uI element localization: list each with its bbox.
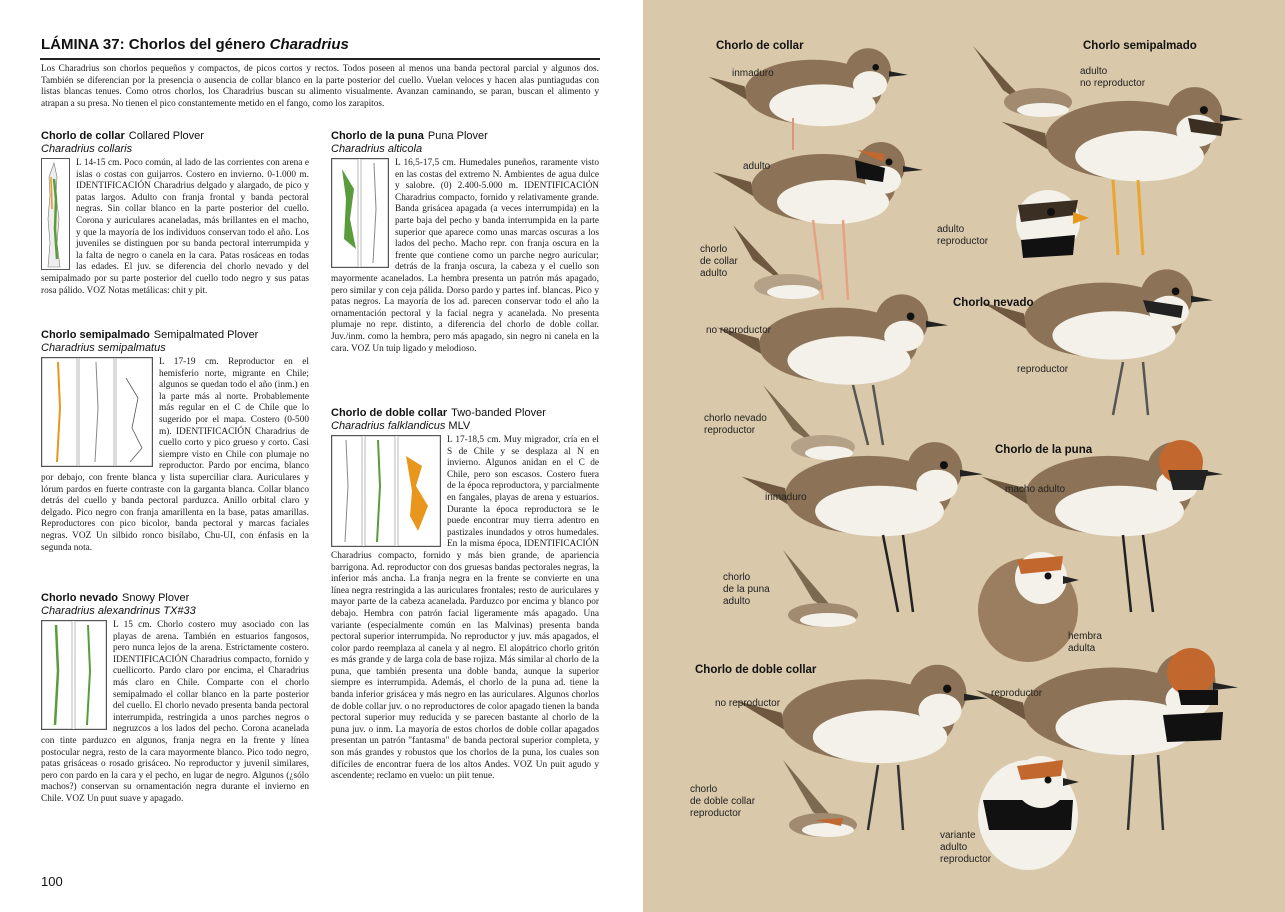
collar-flight-bird xyxy=(733,225,822,299)
label-nevado-nr: no reproductor xyxy=(706,325,772,336)
species-name-en: Two-banded Plover xyxy=(451,407,546,419)
label-puna-hembra: hembra adulta xyxy=(1068,631,1102,654)
puna-inmaduro-bird xyxy=(742,442,984,612)
species-scientific: Charadrius alexandrinus TX#33 xyxy=(41,605,196,617)
group-title-semipalmado: Chorlo semipalmado xyxy=(1083,40,1197,52)
puna-hembra-bird xyxy=(978,552,1079,662)
collar-inmaduro-bird xyxy=(709,48,909,150)
species-account: L 17-19 cm. Reproductor en el hemisferio norte, migrante en Chile; algunos se quedan todo el año (inm.) en la parte más al norte. Probablemente más regular en el C de Chile que lo sugerido por el mapa. Costero (0-500 m). IDENTIFICACIÓN Charadrius de cuello corto y pico grueso y corto. Casi siempre visto en Chile con plumaje no reproductor. Pardo por encima, blanco por debajo, con frente blanca y lista superciliar clara. Auriculares y lórum pardos en fuerte contraste con la garganta blanca. Collar blanco detrás del cuello y banda pectoral parduzca. Anillo orbital claro y delgado. Pico negro con franja amarillenta en la base, patas amarillas. Reproductores con pico bicolor, banda pectoral y marcas faciales negras. VOZ Un silbido ronco bisílabo, Chu-UI, con énfasis en la segunda nota. xyxy=(41,357,309,553)
range-map xyxy=(41,357,153,467)
species-name-es: Chorlo de la puna xyxy=(331,130,424,142)
nevado-flight-bird xyxy=(763,385,855,460)
species-scientific: Charadrius falklandicus xyxy=(331,420,446,432)
semi-nr-flight-bird xyxy=(973,46,1072,117)
range-map xyxy=(41,158,70,270)
species-entry-semipalmado xyxy=(41,329,309,554)
species-name-en: Snowy Plover xyxy=(122,592,190,604)
range-map xyxy=(331,158,389,268)
group-title-puna: Chorlo de la puna xyxy=(995,444,1093,456)
doble-variante-bird xyxy=(978,756,1079,870)
species-scientific: Charadrius alticola xyxy=(331,143,423,155)
doble-nr-bird xyxy=(736,665,988,830)
label-collar-adulto: adulto xyxy=(743,161,771,172)
group-title-collar: Chorlo de collar xyxy=(716,40,804,52)
label-doble-variante: variante adulto reproductor xyxy=(940,830,992,865)
species-scientific: Charadrius semipalmatus xyxy=(41,342,166,354)
plate-illustration xyxy=(643,0,1285,912)
species-name-es: Chorlo de collar xyxy=(41,130,125,142)
species-account: L 14-15 cm. Poco común, al lado de las corrientes con arena e islas o costas con guijarros. Costero en invierno. 0-1.000 m. IDENTIFICACIÓN Charadrius delgado y alargado, de pico y patas largos. Adulto con franja frontal y banda pectoral negras. Sin collar blanco en la parte posterior del cuello. Corona y auriculares acaneladas, más brillantes en el macho, y que la mayoría de los individuos conservan todo el año. Los juveniles se distinguen por su banda pectoral interrumpida y la falta de negro o canela en la cara. Patas rosáceas en todas las edades. El juv. se diferencia del chorlo nevado y del semipalmado por su parte posterior del cuello todo negro y sus patas rosa pálido. VOZ Notas metálicas: chit y pit. xyxy=(41,158,309,296)
label-nevado-rep: reproductor xyxy=(1017,364,1069,375)
intro-paragraph: Los Charadrius son chorlos pequeños y compactos, de picos cortos y rectos. Todos poseen al menos una banda pectoral parcial y algunos dos. También se diferencian por la presencia o ausencia de collar blanco en la parte posterior del cuello. Vuelan veloces y hacen alas puntiagudas con listas blancas tenues. Como otros chorlos, los Charadrius buscan su alimento visualmente. Avanzan caminando, se paran, buscan el alimento y atrapan a su presa. No tienen el pico constantemente metido en el fango, como los zarapitos. xyxy=(41,64,599,110)
puna-flight-bird xyxy=(783,550,858,627)
nevado-rep-bird xyxy=(982,269,1213,415)
species-name-en: Collared Plover xyxy=(128,130,204,142)
label-puna-inmaduro: inmaduro xyxy=(765,492,807,503)
label-semi-adulto-rep: adulto reproductor xyxy=(937,224,989,247)
species-scientific: Charadrius collaris xyxy=(41,143,133,155)
species-name-es: Chorlo semipalmado xyxy=(41,329,150,341)
label-puna-macho: macho adulto xyxy=(1005,484,1066,495)
doble-flight-bird xyxy=(783,760,857,837)
label-collar-inmaduro: inmaduro xyxy=(732,68,774,79)
species-name-en: Semipalmated Plover xyxy=(153,329,259,341)
title-rule xyxy=(40,58,600,60)
species-account: L 17-18,5 cm. Muy migrador, cría en el S de Chile y se desplaza al N en invierno. Algunos anidan en el C de Chile, pero son escasos. Costero fuera de la época reproductora, y parcialmente en fangales, playas de arena y estuarios. Durante la época reproductora se le puede encontrar muy tierra adentro en pastizales inundados y otros humedales. En la misma época, IDENTIFICACIÓN Charadrius compacto, fornido y más bien grande, de apariencia barrigona. Ad. reproductor con dos gruesas bandas pectorales negras, la inferior más ancha. La franja negra en la frente se convierte en una línea negra restringida a las auriculares frontales; resto de auriculares y mayor parte de la cabeza acanelada. Parduzco por encima y blanco por debajo. Hembra con patrón facial ligeramente más apagado. Una variante (especialmente común en las Malvinas) presenta banda pectoral superior interrumpida. No reproductor y juv. más apagados, el color pardo reemplaza al canela y al negro. El alopátrico chorlo gritón es más grande y de larga cola de base rojiza. Más similar al chorlo de la puna, que también presenta una doble banda, aunque la superior siempre es interrumpida. Además, el chorlo de la puna ad. tiene la banda inferior grisácea y más negro en las auriculares. Algunos chorlos de doble collar juv. o no reproductores de color apagado tienen la banda pectoral superior muy reducida y se parecen bastante al chorlo de la puna juv. o inm. La mayoría de estos chorlos de doble collar apagados presentan un patrón "fantasma" de banda pectoral superior completa, y son más grandes y robustos que los chorlos de la puna, los cuales son difíciles de encontrar fuera de los altos Andes. VOZ Un puit agudo y ascendente; reclamo en vuelo: un piit tenue. xyxy=(331,435,599,782)
species-name-es: Chorlo nevado xyxy=(41,592,119,604)
species-account: L 15 cm. Chorlo costero muy asociado con las playas de arena. También en estuarios fangosos, pero nunca lejos de la arena. Estrictamente costero. IDENTIFICACIÓN Charadrius compacto, fornido y cuellicorto. Pardo claro por encima, el Charadrius más claro en Chile. Comparte con el chorlo semipalmado el collar blanco en la parte posterior del cuello. El chorlo nevado presenta banda pectoral interrumpida, restringida a unos parches negros o negruzcos a los lados del pecho. Corona acanelada con tinte parduzco en algunos, franja negra en la frente y línea postocular negra, resto de la cara mayormente blanco. Pico todo negro, patas grisáceas o rosado grisáceo. No reproductor y juvenil similares, pero con pardo en la cara y el pecho, en lugar de negro. Algunos (¿sólo machos?) conservan su ornamentación negra durante el invierno en Chile. VOZ Un puut suave y apagado. xyxy=(41,620,309,804)
species-name-en: Puna Plover xyxy=(427,130,488,142)
species-name-es: Chorlo de doble collar xyxy=(331,407,448,419)
label-nevado-flight: chorlo nevado reproductor xyxy=(704,413,767,436)
semi-head-bird xyxy=(1016,190,1089,258)
label-doble-rep: reproductor xyxy=(991,688,1043,699)
label-doble-nr: no reproductor xyxy=(715,698,781,709)
group-title-doble-collar: Chorlo de doble collar xyxy=(695,664,817,676)
label-doble-flight: chorlo de doble collar reproductor xyxy=(690,784,756,819)
species-entry-puna xyxy=(331,130,599,355)
label-puna-flight: chorlo de la puna adulto xyxy=(723,572,770,607)
plate-title: LÁMINA 37: Chorlos del género Charadrius xyxy=(41,36,349,53)
species-entry-nevado xyxy=(41,592,309,806)
label-semi-adulto-nr: adulto no reproductor xyxy=(1080,66,1146,89)
species-entry-collar xyxy=(41,130,309,297)
label-collar-flight: chorlo de collar adulto xyxy=(700,244,738,279)
bird-illustrations xyxy=(643,0,1285,912)
group-title-nevado: Chorlo nevado xyxy=(953,297,1034,309)
species-code: MLV xyxy=(448,420,471,432)
species-account: L 16,5-17,5 cm. Humedales puneños, raramente visto en las costas del extremo N. Ambientes de agua dulce y salobre. (0) 2.400-5.000 m. IDENTIFICACIÓN Charadrius compacto, fornido y relativamente grande. Banda grisácea apagada (a veces interrumpida) en la parte baja del pecho y banda interrumpida en la parte superior que aparece como unas marcas oscuras a los lados del pecho. Macho repr. con franja oscura en la frente que contiene como un parche negro auricular; detrás de la franja oscura, la cabeza y el cuello son mayormente acanelados. La hembra presenta un patrón más apagado, pero similar y con ceja pálida. Dorso pardo y partes inf. blancas. Pico y patas negros. La mayoría de los ad. parecen conservar todo el año la ornamentación pectoral y la facial negra y acanelada. No presenta plumaje no repr. distinto, a diferencia del chorlo de doble collar. Juv./inm. como la hembra, pero más apagado, sin negro ni canela en la cara. VOZ Un tuip ligado y melodioso. xyxy=(331,158,599,354)
range-map xyxy=(41,620,107,730)
page-number: 100 xyxy=(41,874,63,889)
species-entry-doble-collar xyxy=(331,407,599,783)
range-map xyxy=(331,435,441,547)
